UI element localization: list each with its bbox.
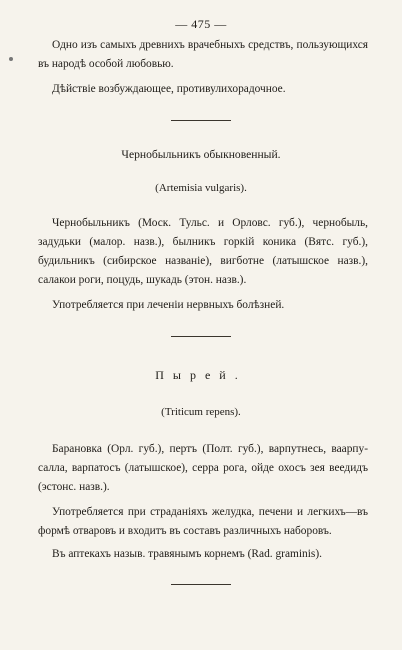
intro-text [38,36,368,99]
section-divider [171,120,231,121]
section-paragraph-names: Чернобыльникъ (Моск. Тульс. и Орловс. губ.), чернобыль, задудьки (малор. назв.), былникъ горкій коника (Вятс. губ.), будильникъ (сибирское названіе), вигботне (латышское назв.), салакои роги, поцудь, шукадь (этон. назв.). [38,217,368,286]
intro-paragraph-1: Одно изъ самыхъ древнихъ врачебныхъ средствъ, пользующихся въ народѣ особой любовью. [38,39,368,70]
section-title-pyrey: Пырей. [155,368,247,382]
section-text-pyrey [38,440,368,564]
intro-paragraph-2: Дѣйствіе возбуждающее, противулихорадочное. [52,83,286,95]
latin-name-artemisia: (Artemisia vulgaris). [155,182,247,194]
section-paragraph-usage: Употребляется при страданіяхъ желудка, печени и легкихъ—въ формѣ отваровъ и входитъ въ составъ различныхъ наборовъ. [38,506,368,537]
section-divider [171,336,231,337]
section-paragraph-usage: Употребляется при леченіи нервныхъ болѣзней. [52,299,285,311]
section-divider [171,584,231,585]
latin-name-triticum: (Triticum repens). [161,406,241,418]
section-text-chernobylnik [38,214,368,315]
section-title-chernobylnik: Чернобыльникъ обыкновенный. [121,148,281,161]
section-paragraph-names: Барановка (Орл. губ.), пертъ (Полт. губ.), варпутнесь, ваарпу-салла, варпатосъ (латышское), серра рога, ойде охосъ зея веедидъ (эстонс. назв.). [38,443,368,493]
section-paragraph-pharmacy: Въ аптекахъ назыв. травянымъ корнемъ (Rad. graminis). [52,548,322,560]
margin-mark [9,57,13,61]
page-number: — 475 — [175,17,227,31]
